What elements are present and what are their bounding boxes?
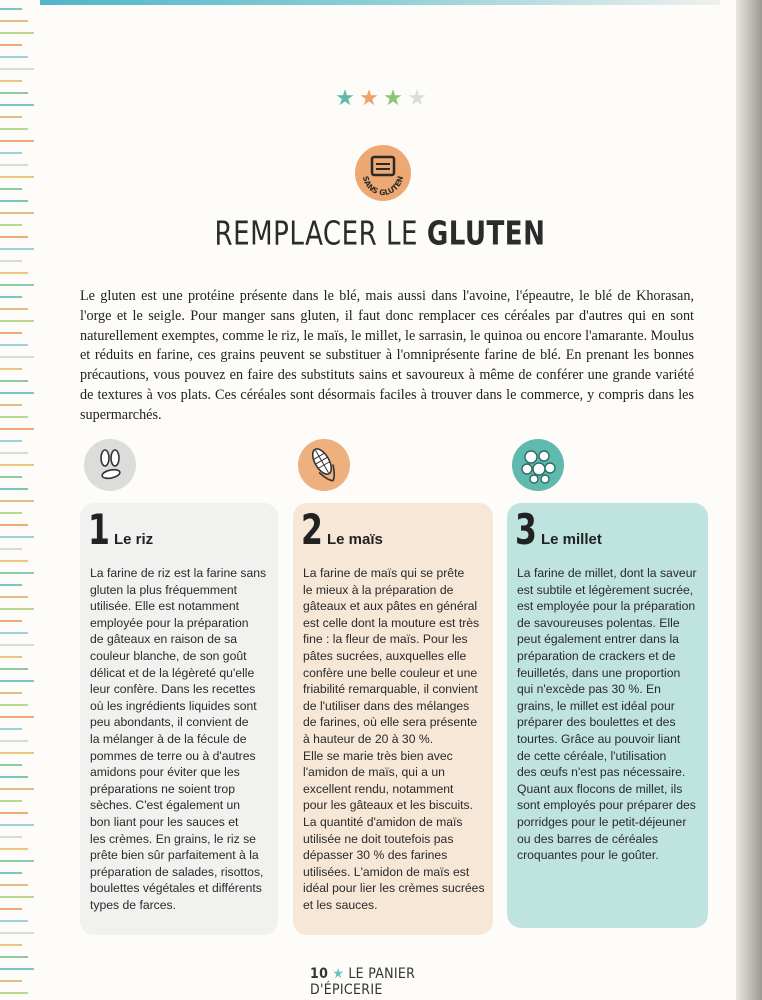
stripe (0, 68, 34, 70)
stripe (0, 188, 22, 190)
stripe (0, 884, 28, 886)
stripe (0, 260, 22, 262)
stripe (0, 752, 34, 754)
card-rice (80, 503, 278, 935)
stripe (0, 572, 34, 574)
corn-cob-icon (298, 439, 350, 491)
stripe (0, 908, 22, 910)
top-color-bar (40, 0, 720, 5)
stripe (0, 116, 22, 118)
card-text-line: employée pour la préparation (90, 615, 249, 630)
stripe (0, 416, 28, 418)
millet-grains-icon (512, 439, 564, 491)
card-text (303, 565, 485, 913)
stripe (0, 392, 34, 394)
stripe (0, 56, 28, 58)
stripe (0, 332, 22, 334)
card-text-line: est celle dont la mouture est très (303, 615, 480, 630)
stripe (0, 104, 34, 106)
card-text-line: Elle se marie très bien avec (303, 748, 453, 763)
card-text-line: délicat et de la légèreté qu'elle (90, 665, 255, 680)
stripe (0, 860, 34, 862)
book-title: LE PANIER D'ÉPICERIE (310, 966, 416, 998)
stripe (0, 452, 28, 454)
stripe (0, 548, 22, 550)
stripe (0, 320, 34, 322)
stripe (0, 620, 22, 622)
card-text-line: feuilletés, dans une proportion (517, 665, 681, 680)
footer-star-icon: ★ (332, 966, 345, 982)
card-text-line: pour les gâteaux et les biscuits. (303, 798, 474, 813)
stripe (0, 380, 28, 382)
card-text-line: couleur blanche, de son goût (90, 648, 247, 663)
stripe (0, 368, 22, 370)
stripe (0, 176, 34, 178)
card-text-line: amidons pour éviter que les (90, 765, 240, 780)
card-text-line: utilisée ne doit toutefois pas (303, 831, 454, 846)
stripe (0, 704, 28, 706)
card-text-line: peu abondants, il convient de (90, 715, 249, 730)
stripe (0, 812, 28, 814)
card-text-line: sont employés pour préparer des (517, 798, 696, 813)
card-text-line: confère une belle couleur et une (303, 665, 478, 680)
card-text-line: de l'utiliser dans des mélanges (303, 698, 470, 713)
card-text-line: préparation de salades, risottos, (90, 864, 264, 879)
stripe (0, 716, 34, 718)
stripe (0, 200, 28, 202)
stripe (0, 608, 34, 610)
stripe (0, 800, 22, 802)
card-text-line: friabilité remarquable, il convient (303, 682, 478, 697)
stripe (0, 272, 28, 274)
star-icon: ★ (407, 86, 427, 111)
stripe (0, 680, 34, 682)
stripe (0, 296, 22, 298)
card-text-line: de gâteaux en raison de sa (90, 632, 238, 647)
card-text-line: boulettes végétales et différents (90, 881, 262, 896)
stripe (0, 476, 22, 478)
stripe (0, 944, 22, 946)
card-text-line: de cette céréale, l'utilisation (517, 748, 667, 763)
card-text (90, 565, 266, 913)
card-text-line: idéal pour lier les crèmes sucrées (303, 881, 485, 896)
book-spine-shadow (736, 0, 762, 1000)
stripe (0, 428, 34, 430)
card-text-line: les crèmes. En grains, le riz se (90, 831, 256, 846)
stripe (0, 152, 22, 154)
stripe (0, 536, 34, 538)
stripe (0, 764, 22, 766)
stripe (0, 692, 22, 694)
stripe (0, 980, 22, 982)
card-text-line: prête bien sûr parfaitement à la (90, 848, 259, 863)
stripe (0, 164, 28, 166)
card-text-line: le mieux à la préparation de (303, 582, 454, 597)
stripe (0, 464, 34, 466)
stripe (0, 644, 34, 646)
card-number: 2 (301, 507, 323, 555)
card-text-line: excellent rendu, notamment (303, 781, 454, 796)
stripe (0, 8, 22, 10)
rice-grains-icon (84, 439, 136, 491)
decorative-stripes (0, 0, 40, 1000)
stripe (0, 656, 22, 658)
card-text-line: qui n'excède pas 30 %. En (517, 682, 661, 697)
card-corn (293, 503, 493, 935)
card-text-line: La quantité d'amidon de maïs (303, 814, 463, 829)
stripe (0, 128, 28, 130)
card-text-line: utilisées. L'amidon de maïs est (303, 864, 470, 879)
stripe (0, 488, 28, 490)
card-text-line: Quant aux flocons de millet, ils (517, 781, 683, 796)
card-text-line: est employée pour la préparation (517, 599, 696, 614)
card-text-line: et les sauces. (303, 897, 378, 912)
card-text-line: croquantes pour le goûter. (517, 848, 659, 863)
card-number: 3 (515, 507, 537, 555)
stripe (0, 224, 22, 226)
stripe (0, 500, 34, 502)
card-text-line: la mélanger à de la fécule de (90, 731, 247, 746)
stripe (0, 596, 28, 598)
card-text-line: utilisée. Elle est notamment (90, 599, 240, 614)
card-text-line: est subtile et légèrement sucrée, (517, 582, 694, 597)
card-text-line: à hauteur de 20 à 30 %. (303, 731, 434, 746)
stripe (0, 740, 28, 742)
card-text-line: porridges pour le petit-déjeuner (517, 814, 687, 829)
card-text-line: dépasser 30 % des farines (303, 848, 448, 863)
card-text-line: La farine de maïs qui se prête (303, 566, 465, 580)
page-footer (310, 966, 480, 998)
card-text-line: fine : la fleur de maïs. Pour les (303, 632, 468, 647)
stripe (0, 968, 34, 970)
card-text-line: des œufs n'est pas nécessaire. (517, 765, 686, 780)
stripe (0, 848, 28, 850)
card-text-line: préparation de crackers et de (517, 648, 676, 663)
stripe (0, 236, 28, 238)
stripe (0, 560, 28, 562)
stripe (0, 956, 28, 958)
card-text-line: de savoureuses polentas. Elle (517, 615, 680, 630)
stripe (0, 932, 34, 934)
card-millet (507, 503, 708, 928)
card-text-line: où les ingrédients liquides sont (90, 698, 257, 713)
stripe (0, 824, 34, 826)
card-text-line: sèches. C'est également un (90, 798, 241, 813)
stripe (0, 32, 34, 34)
stripe (0, 440, 22, 442)
page-number: 10 (310, 966, 329, 982)
card-title: Le millet (541, 531, 602, 548)
stripe (0, 896, 34, 898)
card-text-line: grains, le millet est idéal pour (517, 698, 675, 713)
stripe (0, 284, 34, 286)
stripe (0, 512, 22, 514)
badge-label: SANS GLUTEN (360, 175, 406, 198)
card-title: Le maïs (327, 531, 383, 548)
page-title: REMPLACER LE GLUTEN (214, 213, 546, 253)
stripe (0, 872, 22, 874)
card-text-line: gâteaux et aux pâtes en général (303, 599, 478, 614)
card-text-line: de farines, où elle sera présente (303, 715, 478, 730)
sans-gluten-badge (355, 145, 411, 201)
stripe (0, 776, 28, 778)
card-number: 1 (88, 507, 110, 555)
stripe (0, 992, 28, 994)
star-icon: ★ (335, 86, 355, 111)
card-text-line: pommes de terre ou à d'autres (90, 748, 256, 763)
card-text-line: préparations ne soient trop (90, 781, 235, 796)
card-text-line: l'amidon de maïs, qui a un (303, 765, 445, 780)
card-text-line: préparer des boulettes et des (517, 715, 676, 730)
stripe (0, 356, 34, 358)
stripe (0, 92, 28, 94)
card-text-line: bon liant pour les sauces et (90, 814, 239, 829)
stripe (0, 836, 22, 838)
star-icon: ★ (359, 86, 379, 111)
stripe (0, 524, 28, 526)
card-title: Le riz (114, 531, 154, 548)
stripe (0, 920, 28, 922)
star-icon: ★ (383, 86, 403, 111)
stripe (0, 668, 28, 670)
stripe (0, 248, 34, 250)
intro-paragraph: Le gluten est une protéine présente dans le blé, mais aussi dans l'avoine, l'épeautre, le blé de Khorasan, l'orge et le seigle. Pour manger sans gluten, il faut donc remplacer ces céréales par d'autres qui en sont naturellement exemptes, comme le riz, le maïs, le millet, le sarrasin, le quinoa ou encore l'amarante. Moulus et réduits en farine, ces grains peuvent se substituer à l'omniprésente farine de blé. En prenant les bonnes précautions, vous pouvez en faire des substituts sains et savoureux à même de conférer une grande variété de textures à vos plats. Ces céréales sont désormais faciles à trouver dans le commerce, y compris dans les supermarchés. (80, 288, 694, 423)
stripe (0, 728, 22, 730)
stripe (0, 788, 34, 790)
stripe (0, 308, 28, 310)
card-text-line: types de farces. (90, 897, 177, 912)
stripe (0, 140, 34, 142)
card-text-line: pâtes sucrées, auxquelles elle (303, 648, 467, 663)
stripe (0, 212, 34, 214)
difficulty-rating (333, 87, 433, 111)
stripe (0, 44, 22, 46)
stripe (0, 404, 22, 406)
card-text-line: ou des barres de céréales (517, 831, 658, 846)
card-text (517, 565, 697, 864)
stripe (0, 632, 28, 634)
stripe (0, 80, 22, 82)
card-text-line: tourtes. Grâce au pouvoir liant (517, 731, 681, 746)
card-text-line: leur confère. Dans les recettes (90, 682, 256, 697)
stripe (0, 584, 22, 586)
stripe (0, 344, 28, 346)
card-text-line: La farine de millet, dont la saveur (517, 566, 697, 580)
card-text-line: peut également entrer dans la (517, 632, 679, 647)
stripe (0, 20, 28, 22)
card-text-line: La farine de riz est la farine sans (90, 566, 267, 580)
card-text-line: gluten la plus fréquemment (90, 582, 238, 597)
